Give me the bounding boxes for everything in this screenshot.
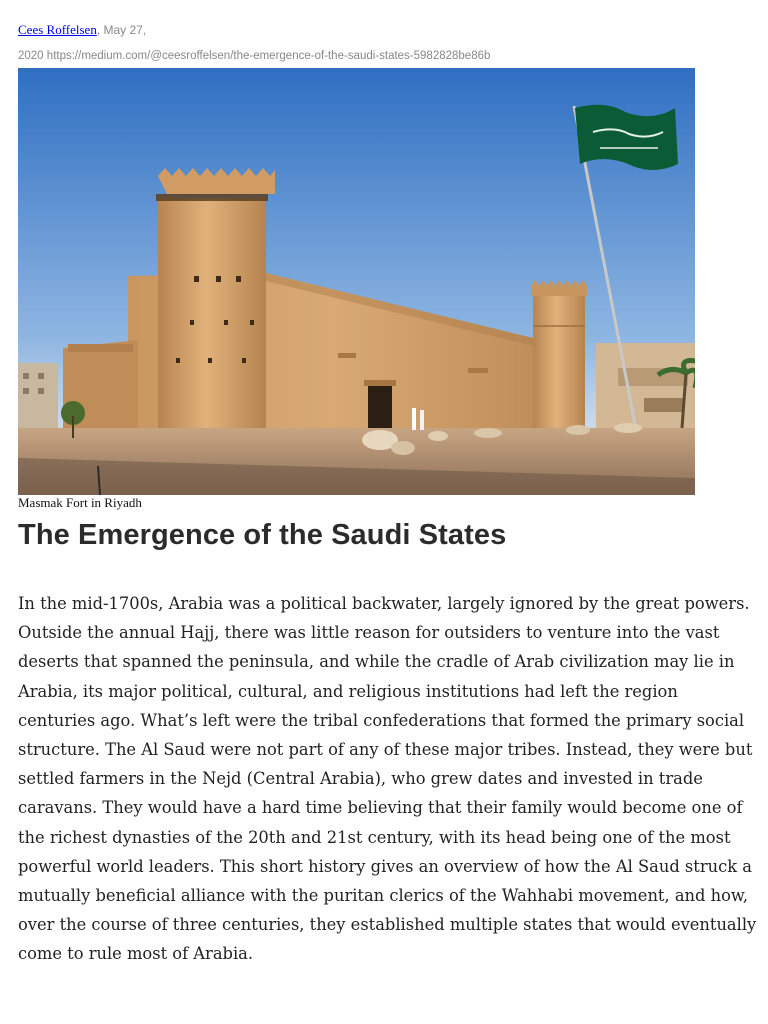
byline (18, 22, 146, 38)
publish-year: 2020 (18, 50, 44, 62)
right-tower (533, 290, 585, 430)
byline-source (18, 50, 490, 62)
author-link[interactable]: Cees Roffelsen (18, 22, 97, 37)
publish-date: May 27, (103, 23, 147, 37)
article-title: The Emergence of the Saudi States (18, 519, 507, 551)
masmak-fort-photo (18, 68, 695, 495)
fort-gate (368, 384, 392, 428)
source-url: https://medium.com/@ceesroffelsen/the-emergence-of-the-saudi-states-5982828be86b (46, 50, 491, 62)
left-tower (158, 198, 266, 446)
saudi-flag (575, 105, 678, 170)
photo-caption: Masmak Fort in Riyadh (18, 495, 142, 510)
building-right (596, 343, 695, 433)
byline-separator: , (96, 23, 104, 37)
article-paragraph: In the mid-1700s, Arabia was a political backwater, largely ignored by the great powers. Outside the annual Hajj, there was little reason for outsiders to venture into the vast deserts that spanned the peninsula, and while the cradle of Arab civilization may lie in Arabia, its major political, cultural, and religious institutions had left the region centuries ago. What’s left were the tribal confederations that formed the primary social structure. The Al Saud were not part of any of these major tribes. Instead, they were but settled farmers in the Nejd (Central Arabia), who grew dates and invested in trade caravans. They would have a hard time believing that their family would become one of the richest dynasties of the 20th and 21st century, with its head being one of the most powerful world leaders. This short history gives an overview of how the Al Saud struck a mutually beneficial alliance with the puritan clerics of the Wahhabi movement, and how, over the course of three centuries, they established multiple states that would eventually come to rule most of Arabia. (18, 594, 757, 964)
